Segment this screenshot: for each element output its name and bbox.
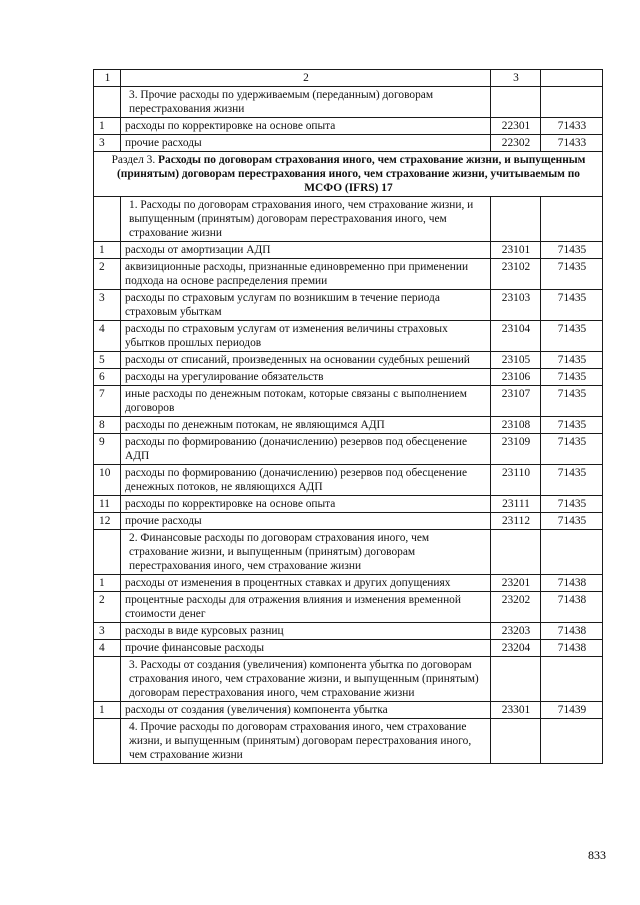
- row-number-cell: 1: [94, 242, 121, 259]
- symbol-code-cell: 23110: [491, 465, 541, 496]
- row-number-cell: 3: [94, 623, 121, 640]
- group-heading-cell: 3. Прочие расходы по удерживаемым (переданным) договорам перестрахования жизни: [121, 87, 491, 118]
- symbol-code-cell: 22302: [491, 135, 541, 152]
- header-col-1: 1: [94, 70, 121, 87]
- row-number-cell: 3: [94, 290, 121, 321]
- row-number-cell: 12: [94, 513, 121, 530]
- account-number-cell: 71433: [541, 135, 603, 152]
- table-row: [94, 417, 603, 434]
- description-cell: иные расходы по денежным потокам, которые связаны с выполнением договоров: [121, 386, 491, 417]
- row-number-cell: 2: [94, 259, 121, 290]
- table-row: [94, 513, 603, 530]
- row-number-cell: 9: [94, 434, 121, 465]
- table-row: [94, 496, 603, 513]
- account-number-cell: 71435: [541, 465, 603, 496]
- table-row: [94, 434, 603, 465]
- table-row: [94, 592, 603, 623]
- header-col-3: 3: [491, 70, 541, 87]
- row-number-cell: 10: [94, 465, 121, 496]
- symbol-code-cell: 23105: [491, 352, 541, 369]
- table-row: [94, 352, 603, 369]
- description-cell: расходы по формированию (доначислению) резервов под обесценение АДП: [121, 434, 491, 465]
- description-cell: расходы от создания (увеличения) компонента убытка: [121, 702, 491, 719]
- symbol-code-cell: [491, 657, 541, 702]
- account-number-cell: 71438: [541, 575, 603, 592]
- account-number-cell: [541, 657, 603, 702]
- table-row: [94, 135, 603, 152]
- symbol-code-cell: 23106: [491, 369, 541, 386]
- description-cell: прочие расходы: [121, 513, 491, 530]
- description-cell: расходы от списаний, произведенных на основании судебных решений: [121, 352, 491, 369]
- account-number-cell: 71435: [541, 242, 603, 259]
- document-page: [93, 69, 603, 764]
- group-heading-cell: 1. Расходы по договорам страхования иного, чем страхование жизни, и выпущенным (принятым) договорам перестрахования иного, чем страхование жизни: [121, 197, 491, 242]
- group-heading-row: [94, 657, 603, 702]
- row-number-cell: [94, 197, 121, 242]
- description-cell: расходы на урегулирование обязательств: [121, 369, 491, 386]
- symbol-code-cell: 23201: [491, 575, 541, 592]
- symbol-code-cell: 23101: [491, 242, 541, 259]
- description-cell: прочие расходы: [121, 135, 491, 152]
- row-number-cell: 7: [94, 386, 121, 417]
- symbol-code-cell: 23104: [491, 321, 541, 352]
- description-cell: расходы от изменения в процентных ставках и других допущениях: [121, 575, 491, 592]
- account-number-cell: 71435: [541, 434, 603, 465]
- description-cell: аквизиционные расходы, признанные единовременно при применении подхода на основе распределения премии: [121, 259, 491, 290]
- account-number-cell: 71435: [541, 259, 603, 290]
- description-cell: прочие финансовые расходы: [121, 640, 491, 657]
- page-number: 833: [588, 848, 606, 862]
- section-heading-row: [94, 152, 603, 197]
- group-heading-cell: 2. Финансовые расходы по договорам страхования иного, чем страхование жизни, и выпущенным (принятым) договорам перестрахования иного, чем страхование жизни: [121, 530, 491, 575]
- symbol-code-cell: [491, 719, 541, 764]
- description-cell: расходы от амортизации АДП: [121, 242, 491, 259]
- group-heading-row: [94, 719, 603, 764]
- symbol-code-cell: 23109: [491, 434, 541, 465]
- table-row: [94, 118, 603, 135]
- row-number-cell: 1: [94, 118, 121, 135]
- symbol-code-cell: 23204: [491, 640, 541, 657]
- row-number-cell: [94, 87, 121, 118]
- row-number-cell: 1: [94, 702, 121, 719]
- group-heading-cell: 4. Прочие расходы по договорам страхования иного, чем страхование жизни, и выпущенным (принятым) договорам перестрахования иного, чем страхование жизни: [121, 719, 491, 764]
- group-heading-cell: 3. Расходы от создания (увеличения) компонента убытка по договорам страхования иного, чем страхование жизни, и выпущенным (принятым) договорам перестрахования иного, чем страхование жизни: [121, 657, 491, 702]
- description-cell: расходы по корректировке на основе опыта: [121, 118, 491, 135]
- symbol-code-cell: 23301: [491, 702, 541, 719]
- section-title: Расходы по договорам страхования иного, чем страхование жизни, и выпущенным (принятым) договорам перестрахования иного, чем страхование жизни, учитываемым по МСФО (IFRS) 17: [116, 154, 586, 194]
- table-row: [94, 575, 603, 592]
- description-cell: расходы в виде курсовых разниц: [121, 623, 491, 640]
- group-heading-row: [94, 87, 603, 118]
- table-header-row: [94, 70, 603, 87]
- table-body: [94, 87, 603, 764]
- description-cell: расходы по страховым услугам от изменения величины страховых убытков прошлых периодов: [121, 321, 491, 352]
- account-number-cell: 71439: [541, 702, 603, 719]
- table-row: [94, 640, 603, 657]
- table-row: [94, 386, 603, 417]
- group-heading-row: [94, 530, 603, 575]
- table-row: [94, 369, 603, 386]
- table-row: [94, 623, 603, 640]
- symbol-code-cell: 23111: [491, 496, 541, 513]
- symbol-code-cell: 22301: [491, 118, 541, 135]
- account-number-cell: 71435: [541, 321, 603, 352]
- symbol-code-cell: [491, 197, 541, 242]
- account-number-cell: 71438: [541, 623, 603, 640]
- account-number-cell: 71433: [541, 118, 603, 135]
- account-number-cell: 71435: [541, 352, 603, 369]
- table-row: [94, 702, 603, 719]
- header-col-4: [541, 70, 603, 87]
- account-number-cell: [541, 87, 603, 118]
- table-row: [94, 259, 603, 290]
- account-number-cell: 71438: [541, 592, 603, 623]
- account-number-cell: [541, 197, 603, 242]
- account-number-cell: 71435: [541, 417, 603, 434]
- section-prefix: Раздел 3.: [111, 154, 159, 166]
- symbol-code-cell: 23202: [491, 592, 541, 623]
- accounts-table: [93, 69, 603, 764]
- table-row: [94, 242, 603, 259]
- section-heading: [94, 152, 603, 197]
- symbol-code-cell: 23112: [491, 513, 541, 530]
- account-number-cell: 71438: [541, 640, 603, 657]
- row-number-cell: 3: [94, 135, 121, 152]
- table-row: [94, 290, 603, 321]
- header-col-2: 2: [121, 70, 491, 87]
- row-number-cell: [94, 719, 121, 764]
- symbol-code-cell: 23203: [491, 623, 541, 640]
- symbol-code-cell: 23108: [491, 417, 541, 434]
- row-number-cell: [94, 657, 121, 702]
- account-number-cell: [541, 530, 603, 575]
- row-number-cell: [94, 530, 121, 575]
- row-number-cell: 2: [94, 592, 121, 623]
- symbol-code-cell: [491, 530, 541, 575]
- row-number-cell: 11: [94, 496, 121, 513]
- account-number-cell: 71435: [541, 513, 603, 530]
- description-cell: расходы по денежным потокам, не являющимся АДП: [121, 417, 491, 434]
- description-cell: процентные расходы для отражения влияния и изменения временной стоимости денег: [121, 592, 491, 623]
- description-cell: расходы по страховым услугам по возникшим в течение периода страховым убыткам: [121, 290, 491, 321]
- row-number-cell: 4: [94, 321, 121, 352]
- row-number-cell: 6: [94, 369, 121, 386]
- row-number-cell: 8: [94, 417, 121, 434]
- group-heading-row: [94, 197, 603, 242]
- row-number-cell: 4: [94, 640, 121, 657]
- account-number-cell: 71435: [541, 496, 603, 513]
- table-row: [94, 321, 603, 352]
- account-number-cell: 71435: [541, 369, 603, 386]
- symbol-code-cell: 23102: [491, 259, 541, 290]
- row-number-cell: 1: [94, 575, 121, 592]
- symbol-code-cell: 23103: [491, 290, 541, 321]
- account-number-cell: 71435: [541, 290, 603, 321]
- description-cell: расходы по корректировке на основе опыта: [121, 496, 491, 513]
- description-cell: расходы по формированию (доначислению) резервов под обесценение денежных потоков, не являющихся АДП: [121, 465, 491, 496]
- table-row: [94, 465, 603, 496]
- symbol-code-cell: 23107: [491, 386, 541, 417]
- account-number-cell: 71435: [541, 386, 603, 417]
- account-number-cell: [541, 719, 603, 764]
- symbol-code-cell: [491, 87, 541, 118]
- row-number-cell: 5: [94, 352, 121, 369]
